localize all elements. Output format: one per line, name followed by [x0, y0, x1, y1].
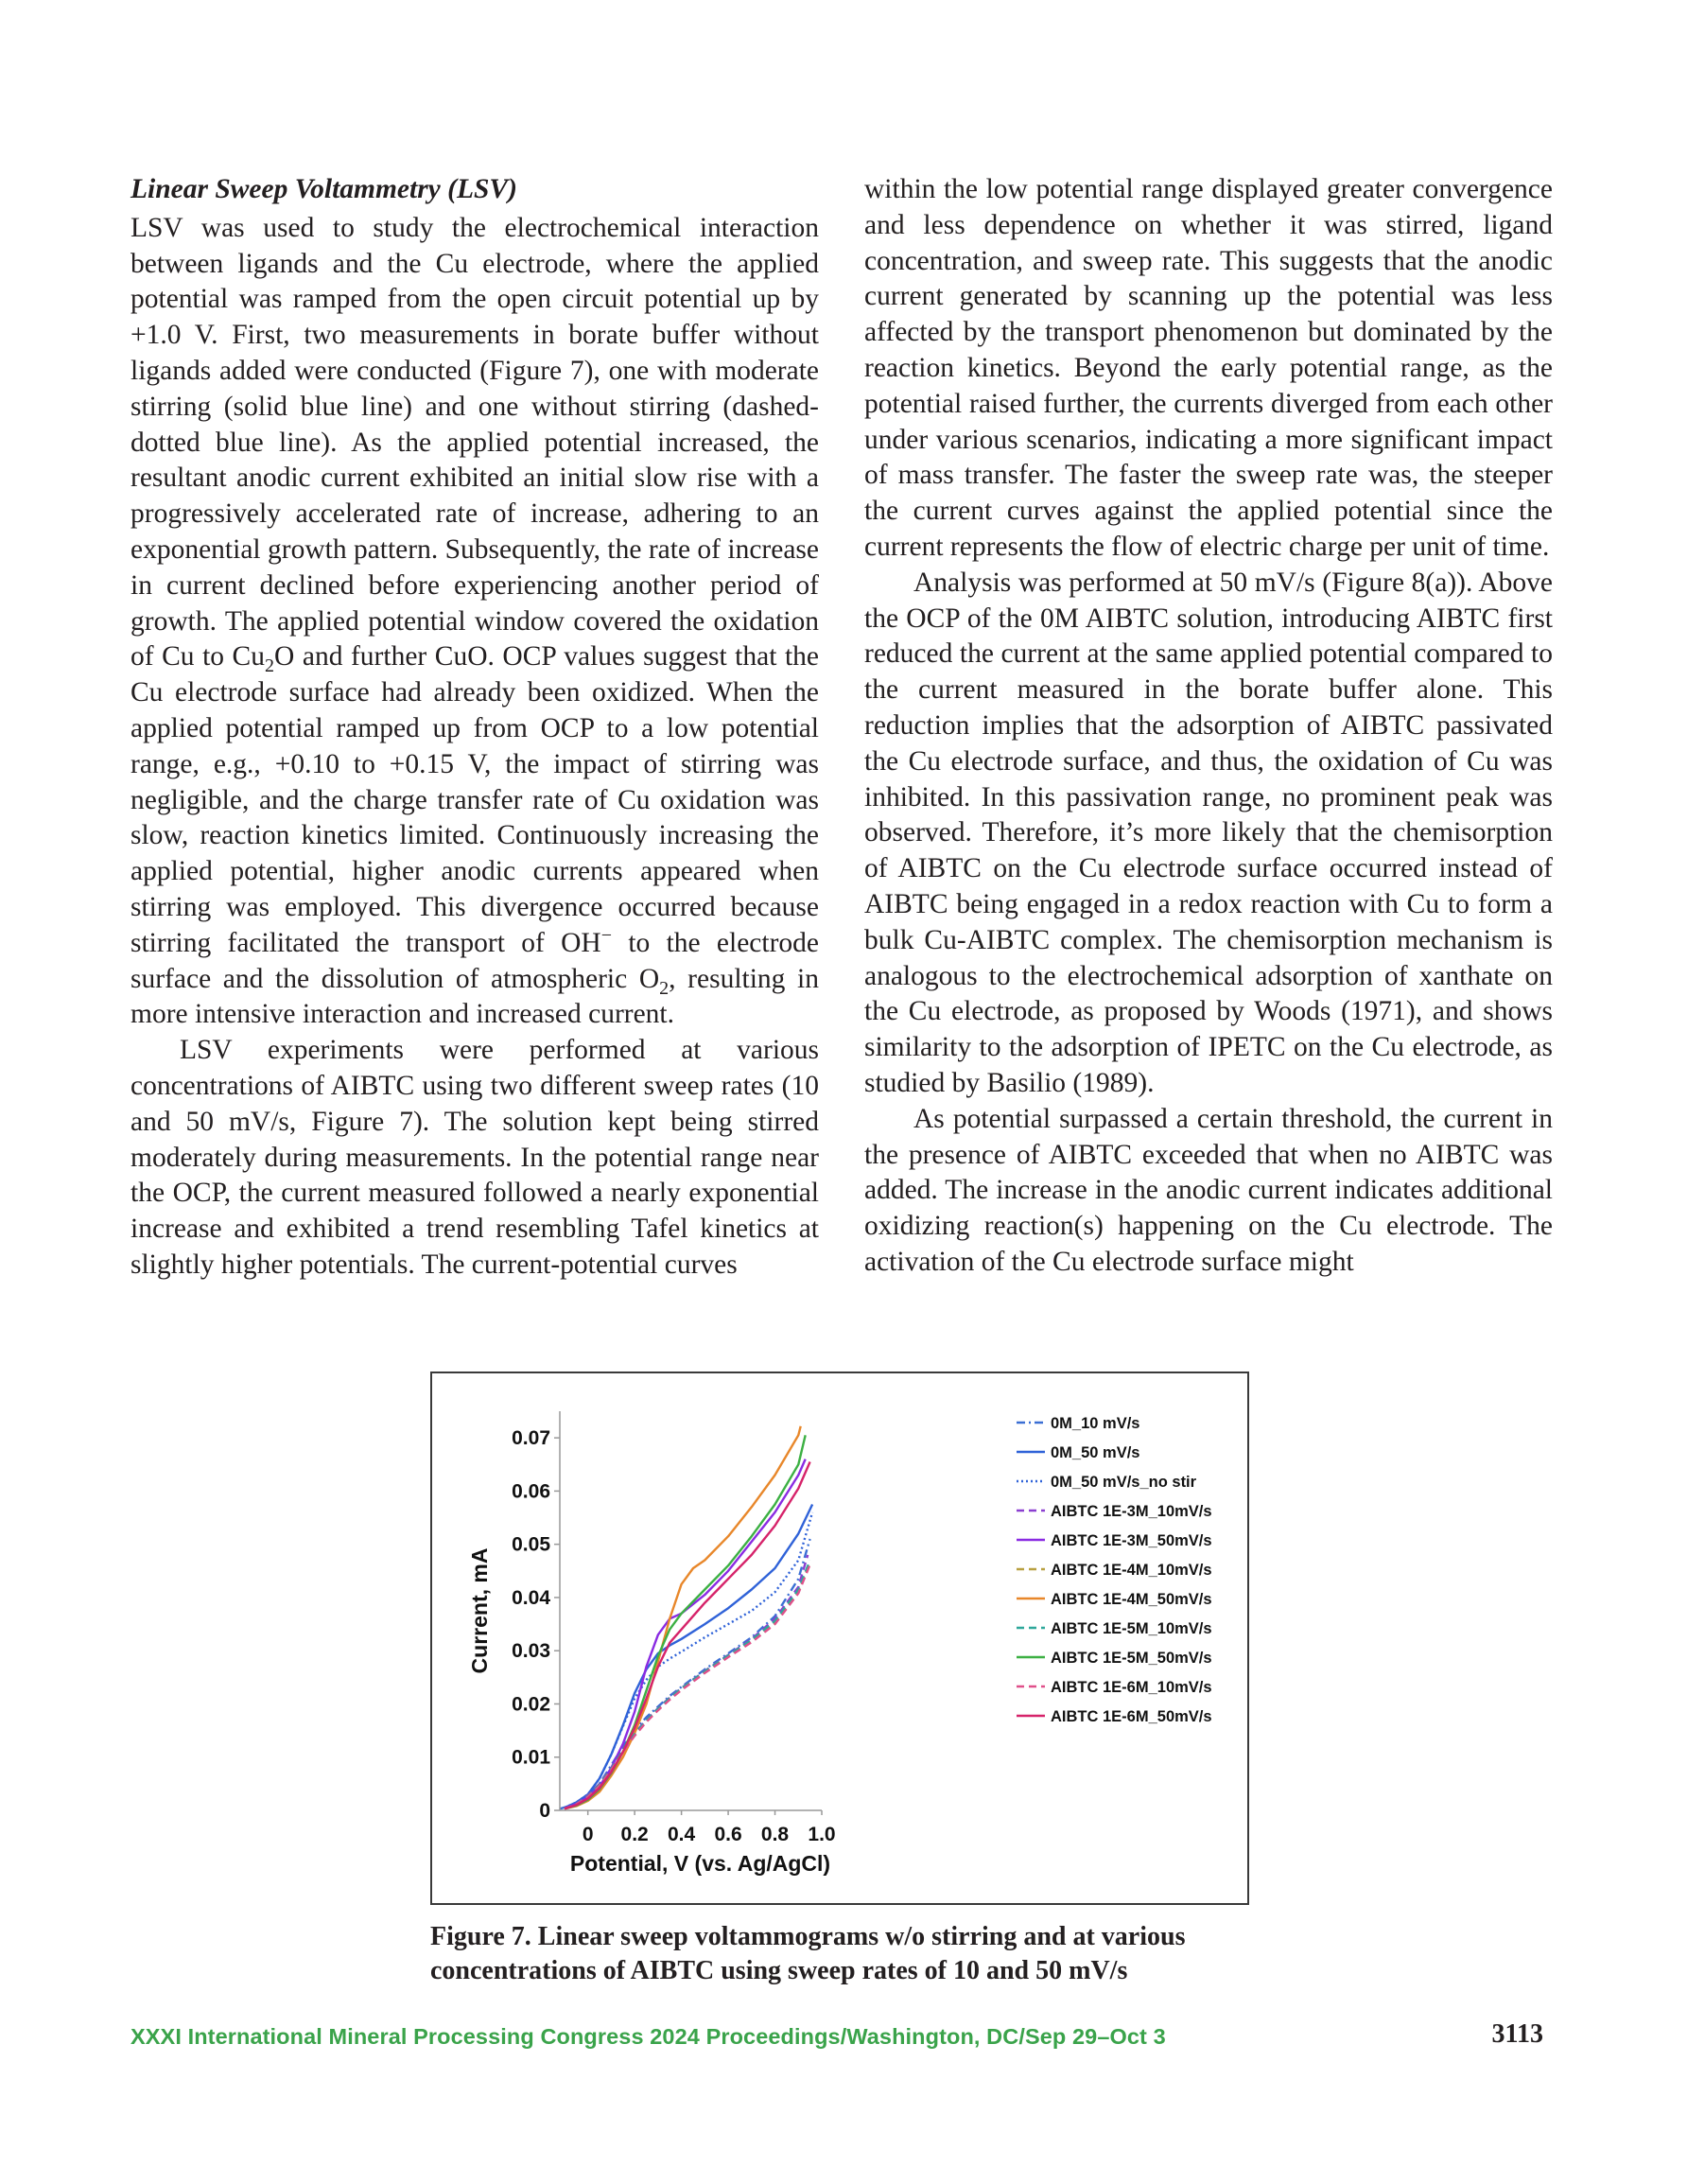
x-tick-label: 0.2 — [620, 1824, 649, 1845]
x-axis-label: Potential, V (vs. Ag/AgCl) — [569, 1851, 831, 1876]
legend-label: AIBTC 1E-4M_10mV/s — [1051, 1562, 1212, 1579]
figure-7 — [430, 1372, 1249, 1905]
legend-label: AIBTC 1E-6M_50mV/s — [1051, 1708, 1212, 1725]
paragraph: Analysis was performed at 50 mV/s (Figure 8(a)). Above the OCP of the 0M AIBTC solution, introducing AIBTC first reduced the current at the same applied potential compared to the current measured in the borate buffer alone. This reduction implies that the adsorption of AIBTC passivated the Cu electrode surface, and thus, the oxidation of Cu was inhibited. In this passivation range, no prominent peak was observed. Therefore, it’s more likely that the chemisorption of AIBTC on the Cu electrode surface occurred instead of AIBTC being engaged in a redox reaction with Cu to form a bulk Cu-AIBTC complex. The chemisorption mechanism is analogous to the electrochemical adsorption of xanthate on the Cu electrode, as proposed by Woods (1971), and shows similarity to the adsorption of IPETC on the Cu electrode, as studied by Basilio (1989). — [864, 567, 1553, 1098]
figure-caption: Figure 7. Linear sweep voltammograms w/o stirring and at various concentrations of AIBTC using sweep rates of 10 and 50 mV/s — [430, 1922, 1186, 1985]
y-axis-label: Current, mA — [467, 1547, 492, 1674]
y-tick-label: 0.03 — [512, 1640, 550, 1663]
footer-proceedings: XXXI International Mineral Processing Congress 2024 Proceedings/Washington, DC/Sep 29–Oct 3 — [130, 2024, 1166, 2049]
y-tick-label: 0 — [539, 1800, 550, 1822]
y-tick-label: 0.01 — [512, 1746, 550, 1769]
legend-label: AIBTC 1E-3M_10mV/s — [1051, 1503, 1212, 1520]
legend-label: 0M_50 mV/s — [1051, 1444, 1140, 1461]
page-number: 3113 — [1491, 2019, 1543, 2049]
y-tick-label: 0.05 — [512, 1533, 550, 1556]
subscript: 2 — [659, 977, 670, 999]
plot-area — [560, 1426, 812, 1809]
legend-label: AIBTC 1E-5M_10mV/s — [1051, 1620, 1212, 1637]
legend-label: AIBTC 1E-5M_50mV/s — [1051, 1650, 1212, 1667]
paragraph: within the low potential range displayed greater convergence and less dependence on whether it was stirred, ligand concentration, and sweep rate. This suggests that the anodic current generated by scanning up the potential was less affected by the transport phenomenon but dominated by the reaction kinetics. Beyond the early potential range, as the potential raised further, the currents diverged from each other under various scenarios, indicating a more significant impact of mass transfer. The faster the sweep rate was, the steeper the current curves against the applied potential since the current represents the flow of electric charge per unit of time. — [864, 174, 1553, 562]
series-line — [565, 1435, 806, 1808]
axes — [467, 1411, 836, 1876]
legend-label: AIBTC 1E-6M_10mV/s — [1051, 1679, 1212, 1696]
section-heading: Linear Sweep Voltammetry (LSV) — [130, 174, 517, 204]
superscript: − — [600, 924, 613, 946]
legend-label: AIBTC 1E-4M_50mV/s — [1051, 1591, 1212, 1608]
series-line — [565, 1505, 812, 1808]
y-tick-label: 0.02 — [512, 1693, 550, 1716]
left-column — [130, 172, 819, 1284]
x-tick-label: 0.4 — [668, 1824, 696, 1845]
x-tick-label: 0 — [582, 1824, 594, 1845]
subscript: 2 — [264, 655, 275, 677]
series-line — [565, 1555, 808, 1808]
y-tick-label: 0.04 — [512, 1586, 550, 1609]
y-tick-label: 0.06 — [512, 1480, 550, 1503]
right-column — [864, 172, 1553, 1281]
x-tick-label: 0.6 — [714, 1824, 742, 1845]
x-tick-label: 1.0 — [808, 1824, 836, 1845]
x-tick-label: 0.8 — [760, 1824, 790, 1845]
series-line — [565, 1564, 810, 1808]
legend — [1017, 1415, 1212, 1725]
legend-label: 0M_10 mV/s — [1051, 1415, 1140, 1432]
paragraph: As potential surpassed a certain threshold, the current in the presence of AIBTC exceeded that when no AIBTC was added. The increase in the anodic current indicates additional oxidizing reaction(s) happening on the Cu electrode. The activation of the Cu electrode surface might — [864, 1103, 1553, 1277]
legend-label: 0M_50 mV/s_no stir — [1051, 1474, 1197, 1491]
legend-label: AIBTC 1E-3M_50mV/s — [1051, 1532, 1212, 1549]
paragraph: LSV was used to study the electrochemical interaction between ligands and the Cu electrode, where the applied potential was ramped from the open circuit potential up by +1.0 V. First, two measurements in borate buffer without ligands added were conducted (Figure 7), one with moderate stirring (solid blue line) and one without stirring (dashed-dotted blue line). As the applied potential increased, the resultant anodic current exhibited an initial slow rise with a progressively accelerated rate of increase, adhering to an exponential growth pattern. Subsequently, the rate of increase in current declined before experiencing another period of growth. The applied potential window covered the oxidation of Cu to $Cu_2O$ and further CuO. OCP values suggest that the Cu electrode surface had already been oxidized. When the applied potential ramped up from OCP to a low potential range, e.g., +0.10 to +0.15 V, the impact of stirring was negligible, and the charge transfer rate of Cu oxidation was slow, reaction kinetics limited. Continuously increasing the applied potential, higher anodic currents appeared when stirring was employed. This divergence occurred because stirring facilitated the transport of OH− to the electrode surface and the dissolution of atmospheric $O_2$, resulting in more intensive interaction and increased current. — [130, 212, 819, 1030]
y-tick-label: 0.07 — [512, 1427, 550, 1450]
paragraph: LSV experiments were performed at various concentrations of AIBTC using two different sweep rates (10 and 50 mV/s, Figure 7). The solution kept being stirred moderately during measurements. In the potential range near the OCP, the current measured followed a nearly exponential increase and exhibited a trend resembling Tafel kinetics at slightly higher potentials. The current-potential curves — [130, 1035, 819, 1280]
series-line — [565, 1512, 812, 1808]
lsv-chart — [432, 1373, 1247, 1903]
series-line — [565, 1426, 801, 1809]
